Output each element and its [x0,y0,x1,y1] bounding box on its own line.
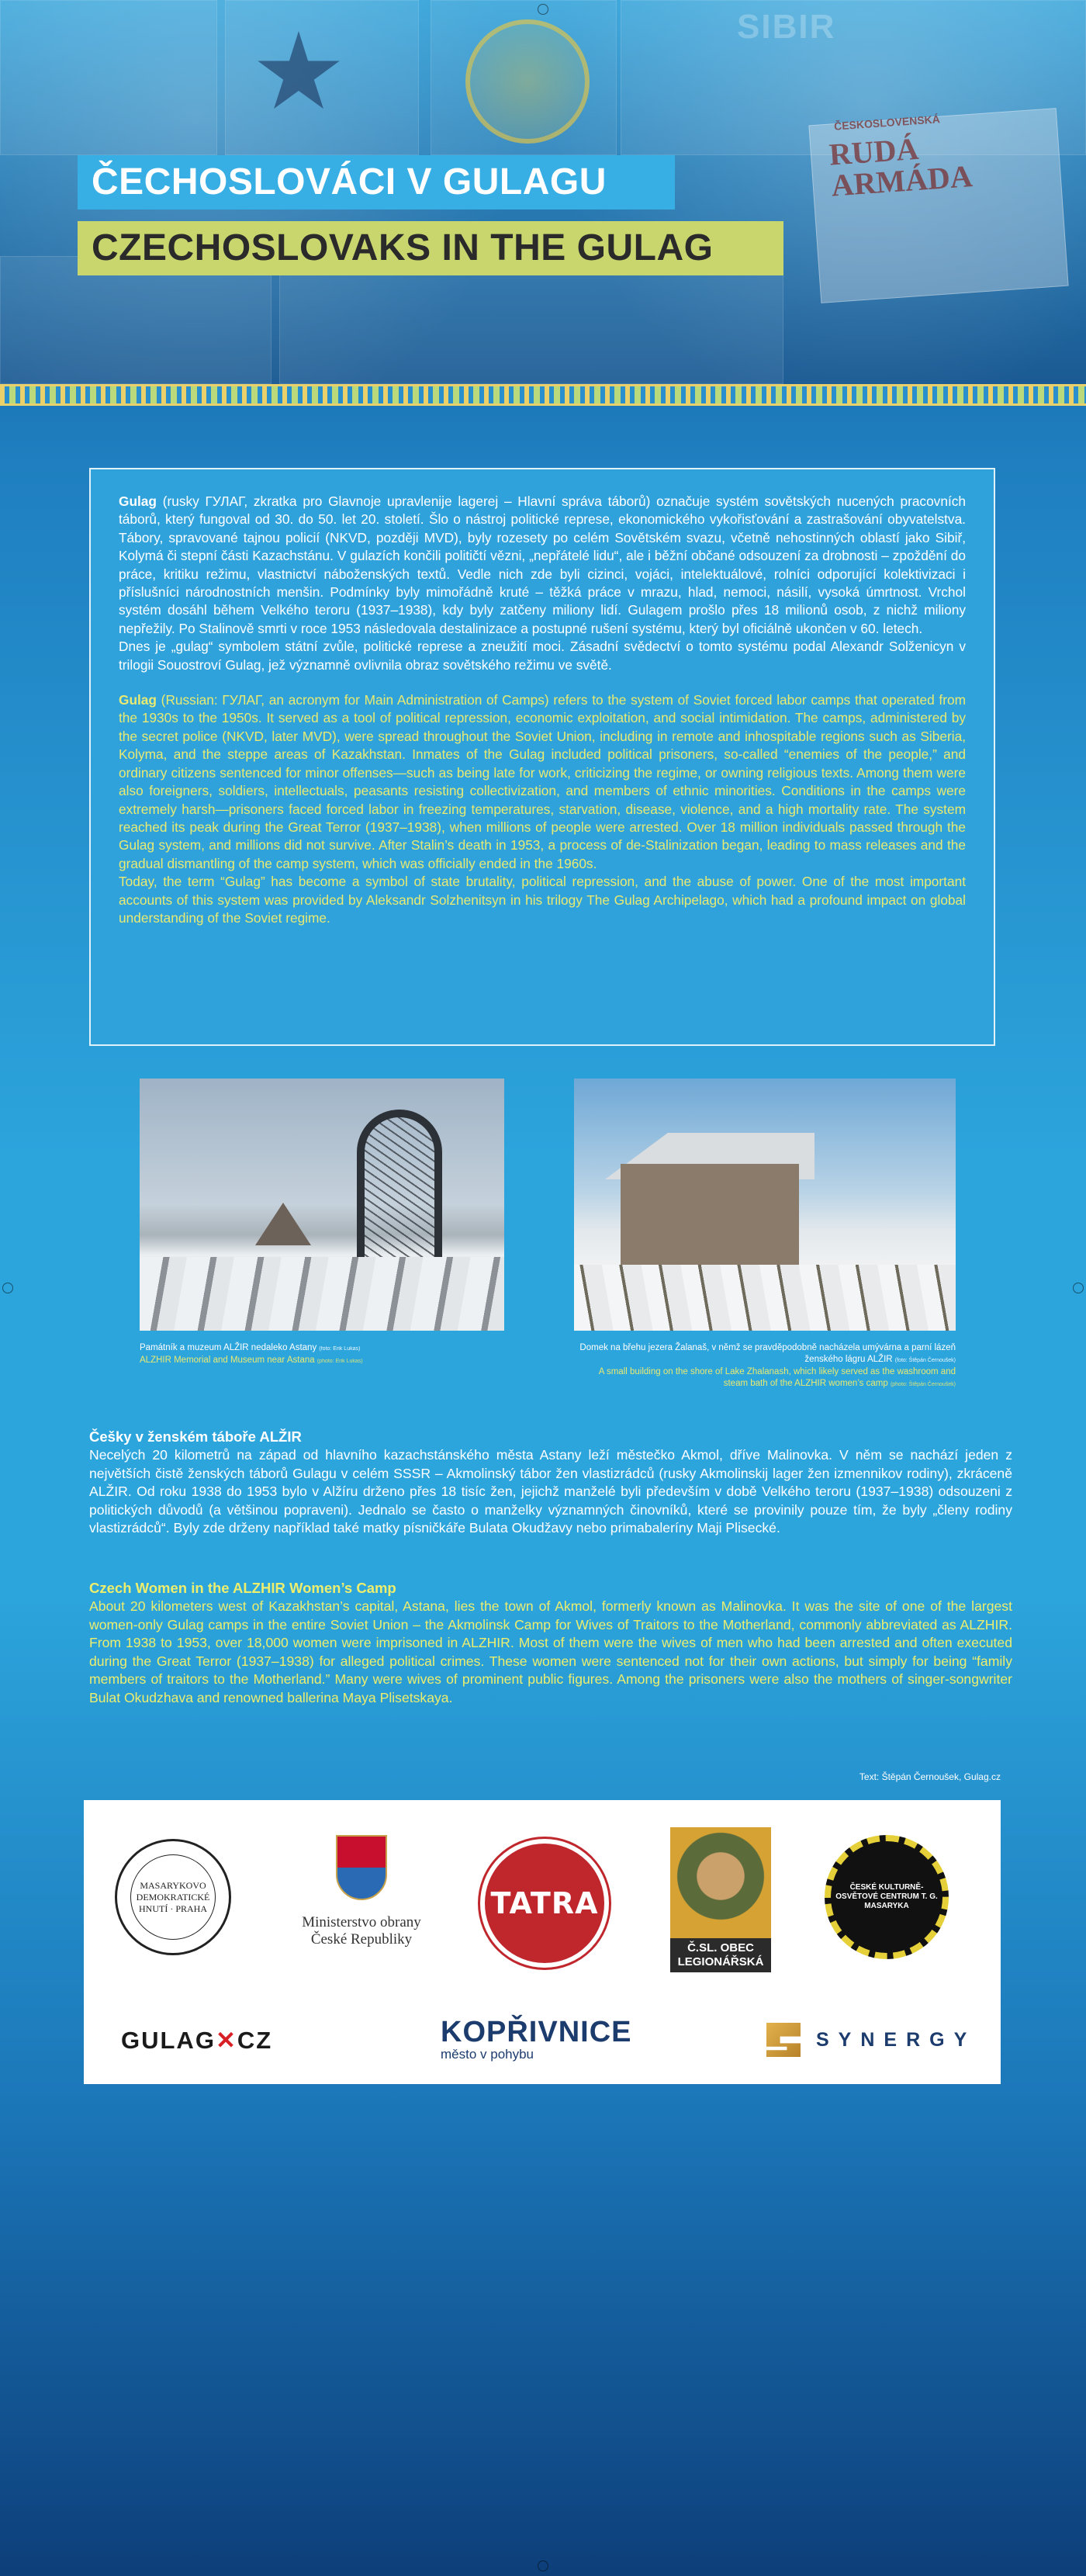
gulag-logo-right: CZ [237,2027,273,2054]
partner-logos [84,1800,1001,2084]
photo1-credit-cz: (foto: Erik Lukas) [319,1346,361,1352]
koprivnice-title: KOPŘIVNICE [441,2016,632,2048]
legionnaire-icon [670,1827,771,1936]
centrum-logo-text: ČESKÉ KULTURNĚ-OSVĚTOVÉ CENTRUM T. G. MASARYKA [835,1883,938,1910]
registration-mark [538,4,548,15]
photo-alzhir-memorial [140,1079,504,1331]
ornament-border [0,384,1086,406]
tatra-logo-text: TATRA [490,1886,599,1920]
masaryk-movement-logo [115,1839,231,1955]
army-logo-line1: Ministerstvo obrany [302,1914,421,1930]
photo2-credit-cz: (foto: Štěpán Černoušek) [894,1358,956,1363]
photo2-caption [574,1342,956,1390]
intro-box [89,468,995,1046]
gulag-logo-left: GULAG [121,2027,216,2054]
section-cz-title: Češky v ženském táboře ALŽIR [89,1428,302,1445]
collage-photo-star [225,0,419,155]
house-wall [621,1164,799,1272]
army-logo-line2: České Republiky [310,1931,413,1948]
intro-en-text2: Today, the term “Gulag” has become a symbol of state brutality, political repression, and the abuse of power. One of the most important accounts of this system was provided by Aleksandr Solzhenitsyn in his trilogy The Gulag Archipelago, which had a profound impact on global understanding of the Soviet regime. [119,874,966,926]
photo2-caption-en: A small building on the shore of Lake Zhalanash, which likely served as the washroom and steam bath of the ALZHIR women’s camp [598,1367,956,1388]
intro-en-paragraph [119,691,966,927]
header-collage [0,0,1086,384]
photo1-caption [140,1342,527,1367]
memorial-roof [248,1203,318,1245]
gulag-cz-logo [121,2027,272,2055]
photo1-credit-en: (photo: Erik Lukas) [316,1359,363,1364]
intro-cz-text2: Dnes je „gulag“ symbolem státní zvůle, politické represe a zneužití moci. Zásadní svědectví o tomto systému podal Alexandr Solženicyn v trilogii Souostroví Gulag, jež významně ovlivnila obraz sovětského režimu ve světě. [119,639,966,673]
snow-field [574,1265,956,1331]
page-title-cz: ČECHOSLOVÁCI V GULAGU [92,161,607,203]
newspaper-title: RUDÁ ARMÁDA [828,130,974,203]
legion-logo-line1: Č.SL. OBEC [687,1941,754,1955]
section-en-title: Czech Women in the ALZHIR Women’s Camp [89,1580,396,1596]
tatra-logo [480,1839,609,1968]
section-alzhir-en [89,1579,1012,1708]
photo2-caption-cz: Domek na břehu jezera Žalanaš, v němž se pravděpodobně nacházela umývárna a parní lázeň ženského lágru ALŽIR [579,1343,956,1364]
synergy-text: SYNERGY [816,2028,977,2051]
koprivnice-logo [441,2017,631,2062]
registration-mark [1073,1283,1084,1293]
intro-cz-paragraph [119,493,966,674]
kazakh-emblem-icon [465,19,590,144]
section-cz-body: Necelých 20 kilometrů na západ od hlavního kazachstánského města Astany leží městečko Akmol, dříve Malinovka. V něm se nachází jeden z největších čistě ženských táborů Gulagu v celém SSSR – Akmolinský tábor žen vlastizrádců (rusky Akmolinskij lager žen izmennikov rodiny), zkráceně ALŽIR. Od roku 1938 do 1953 bylo v Alžíru drženo přes 18 tisíc žen, jejichž manželé byli především v době Velkého teroru (1937–1938) odsouzeni z politických důvodů (a většinou popraveni). Jednalo se často o manželky významných činovníků, které se provinily pouze tím, že byly „členy rodiny vlastizrádců“. Byly zde drženy například také matky písničkáře Bulata Okudžavy nebo primabaleríny Maji Plisecké. [89,1447,1012,1536]
ministry-of-defence-logo [284,1835,439,2006]
masaryk-centre-logo [825,1835,949,1959]
intro-cz-lead: Gulag [119,493,157,509]
memorial-arch [357,1110,442,1272]
legion-community-logo [670,1827,771,1979]
section-alzhir-cz [89,1428,1012,1538]
newspaper-small-text: ČESKOSLOVENSKÁ [833,113,941,133]
koprivnice-subtitle: město v pohybu [441,2047,534,2062]
collage-photo-soldiers [0,0,217,155]
legion-logo-line2: LEGIONÁŘSKÁ [677,1955,764,1968]
masaryk-logo-text: MASARYKOVO DEMOKRATICKÉ HNUTÍ · PRAHA [130,1854,216,1940]
snow-ground [140,1257,504,1331]
synergy-mark-icon [766,2023,801,2057]
photo-lake-house [574,1079,956,1331]
photo1-caption-cz: Památník a muzeum ALŽIR nedaleko Astany [140,1343,317,1352]
gulag-cross-icon: ✕ [215,2027,237,2054]
intro-en-text: (Russian: ГУЛАГ, an acronym for Main Administration of Camps) refers to the system of Soviet forced labor camps that operated from the 1930s to the 1950s. It served as a tool of political repression, economic exploitation, and social intimidation. The camps, administered by the secret police (NKVD, later MVD), were spread throughout the Soviet Union, including in remote and inhospitable regions such as Siberia, Kolyma, and the steppe areas of Kazakhstan. Inmates of the Gulag included political prisoners, so-called “enemies of the people,” and ordinary citizens sentenced for minor offenses—such as being late for work, criticizing the regime, or owning religious texts. Among them were also foreigners, soldiers, intellectuals, peasants resisting collectivization, and members of ethnic minorities. Conditions in the camps were extremely harsh—prisoners faced forced labor in freezing temperatures, starvation, disease, violence, and a high mortality rate. The system reached its peak during the Great Terror (1937–1938), when millions of people were arrested. Over 18 million individuals passed through the Gulag system, and millions did not survive. After Stalin’s death in 1953, a process of de-Stalinization began, leading to mass releases and the gradual dismantling of the camp system, which was officially ended in the 1960s. [119,692,966,871]
registration-mark [2,1283,13,1293]
page-title-en: CZECHOSLOVAKS IN THE GULAG [92,227,714,268]
intro-en-lead: Gulag [119,692,157,708]
synergy-logo [766,2023,976,2057]
photo2-credit-en: (photo: Štěpán Černoušek) [890,1382,956,1387]
section-en-body: About 20 kilometers west of Kazakhstan’s capital, Astana, lies the town of Akmol, formerly known as Malinovka. It was the site of one of the largest women-only Gulag camps in the entire Soviet Union – the Akmolinsk Camp for Wives of Traitors to the Motherland, commonly abbreviated as ALZHIR. From 1938 to 1953, over 18,000 women were imprisoned in ALZHIR. Most of them were the wives of men who had been arrested and often executed during the Great Terror (1937–1938) for alleged political crimes. These women were sentenced not for their own actions, but simply for being “family members of traitors to the Motherland.” Many were wives of prominent public figures. Among the prisoners were also the mothers of singer-songwriter Bulat Okudzhava and renowned ballerina Maya Plisetskaya. [89,1598,1012,1705]
intro-cz-text: (rusky ГУЛАГ, zkratka pro Glavnoje upravlenije lagerej – Hlavní správa táborů) označuje systém sovětských nucených pracovních táborů, který fungoval od 30. do 50. let 20. století. Šlo o nástroj politické represe, ekonomického vykořisťování a zastrašování obyvatelstva. Tábory, spravované tajnou policií (NKVD, později MVD), byly rozesety po celém Sovětském svazu, včetně nehostinných oblastí jako Sibiř, Kolymá či stepní části Kazachstánu. V gulazích končili političtí vězni, „nepřátelé lidu“, ale i běžní občané odsouzení za drobnosti – zpoždění do práce, kritiku režimu, vlastnictví náboženských textů. Vedle nich zde byli cizinci, vojáci, intelektuálové, rolníci odporující kolektivizaci i příslušníci národnostních menšin. Podmínky byly mimořádně kruté – těžká práce v mrazu, hlad, nemoci, násilí, vysoká úmrtnost. Vrchol systém dosáhl během Velkého teroru (1937–1938), kdy byly zatčeny miliony lidí. Gulagem prošlo přes 18 milionů osob, z nichž miliony nepřežily. Po Stalinově smrti v roce 1953 následovala destalinizace a postupné rušení systému, který byl oficiálně ukončen v 60. letech. [119,493,966,636]
army-shield-icon [336,1835,387,1900]
text-credit: Text: Štěpán Černoušek, Gulag.cz [859,1771,1001,1782]
registration-mark [538,2560,548,2571]
collage-sign-text: SIBIR [737,8,836,46]
photo1-caption-en: ALZHIR Memorial and Museum near Astana [140,1356,315,1365]
